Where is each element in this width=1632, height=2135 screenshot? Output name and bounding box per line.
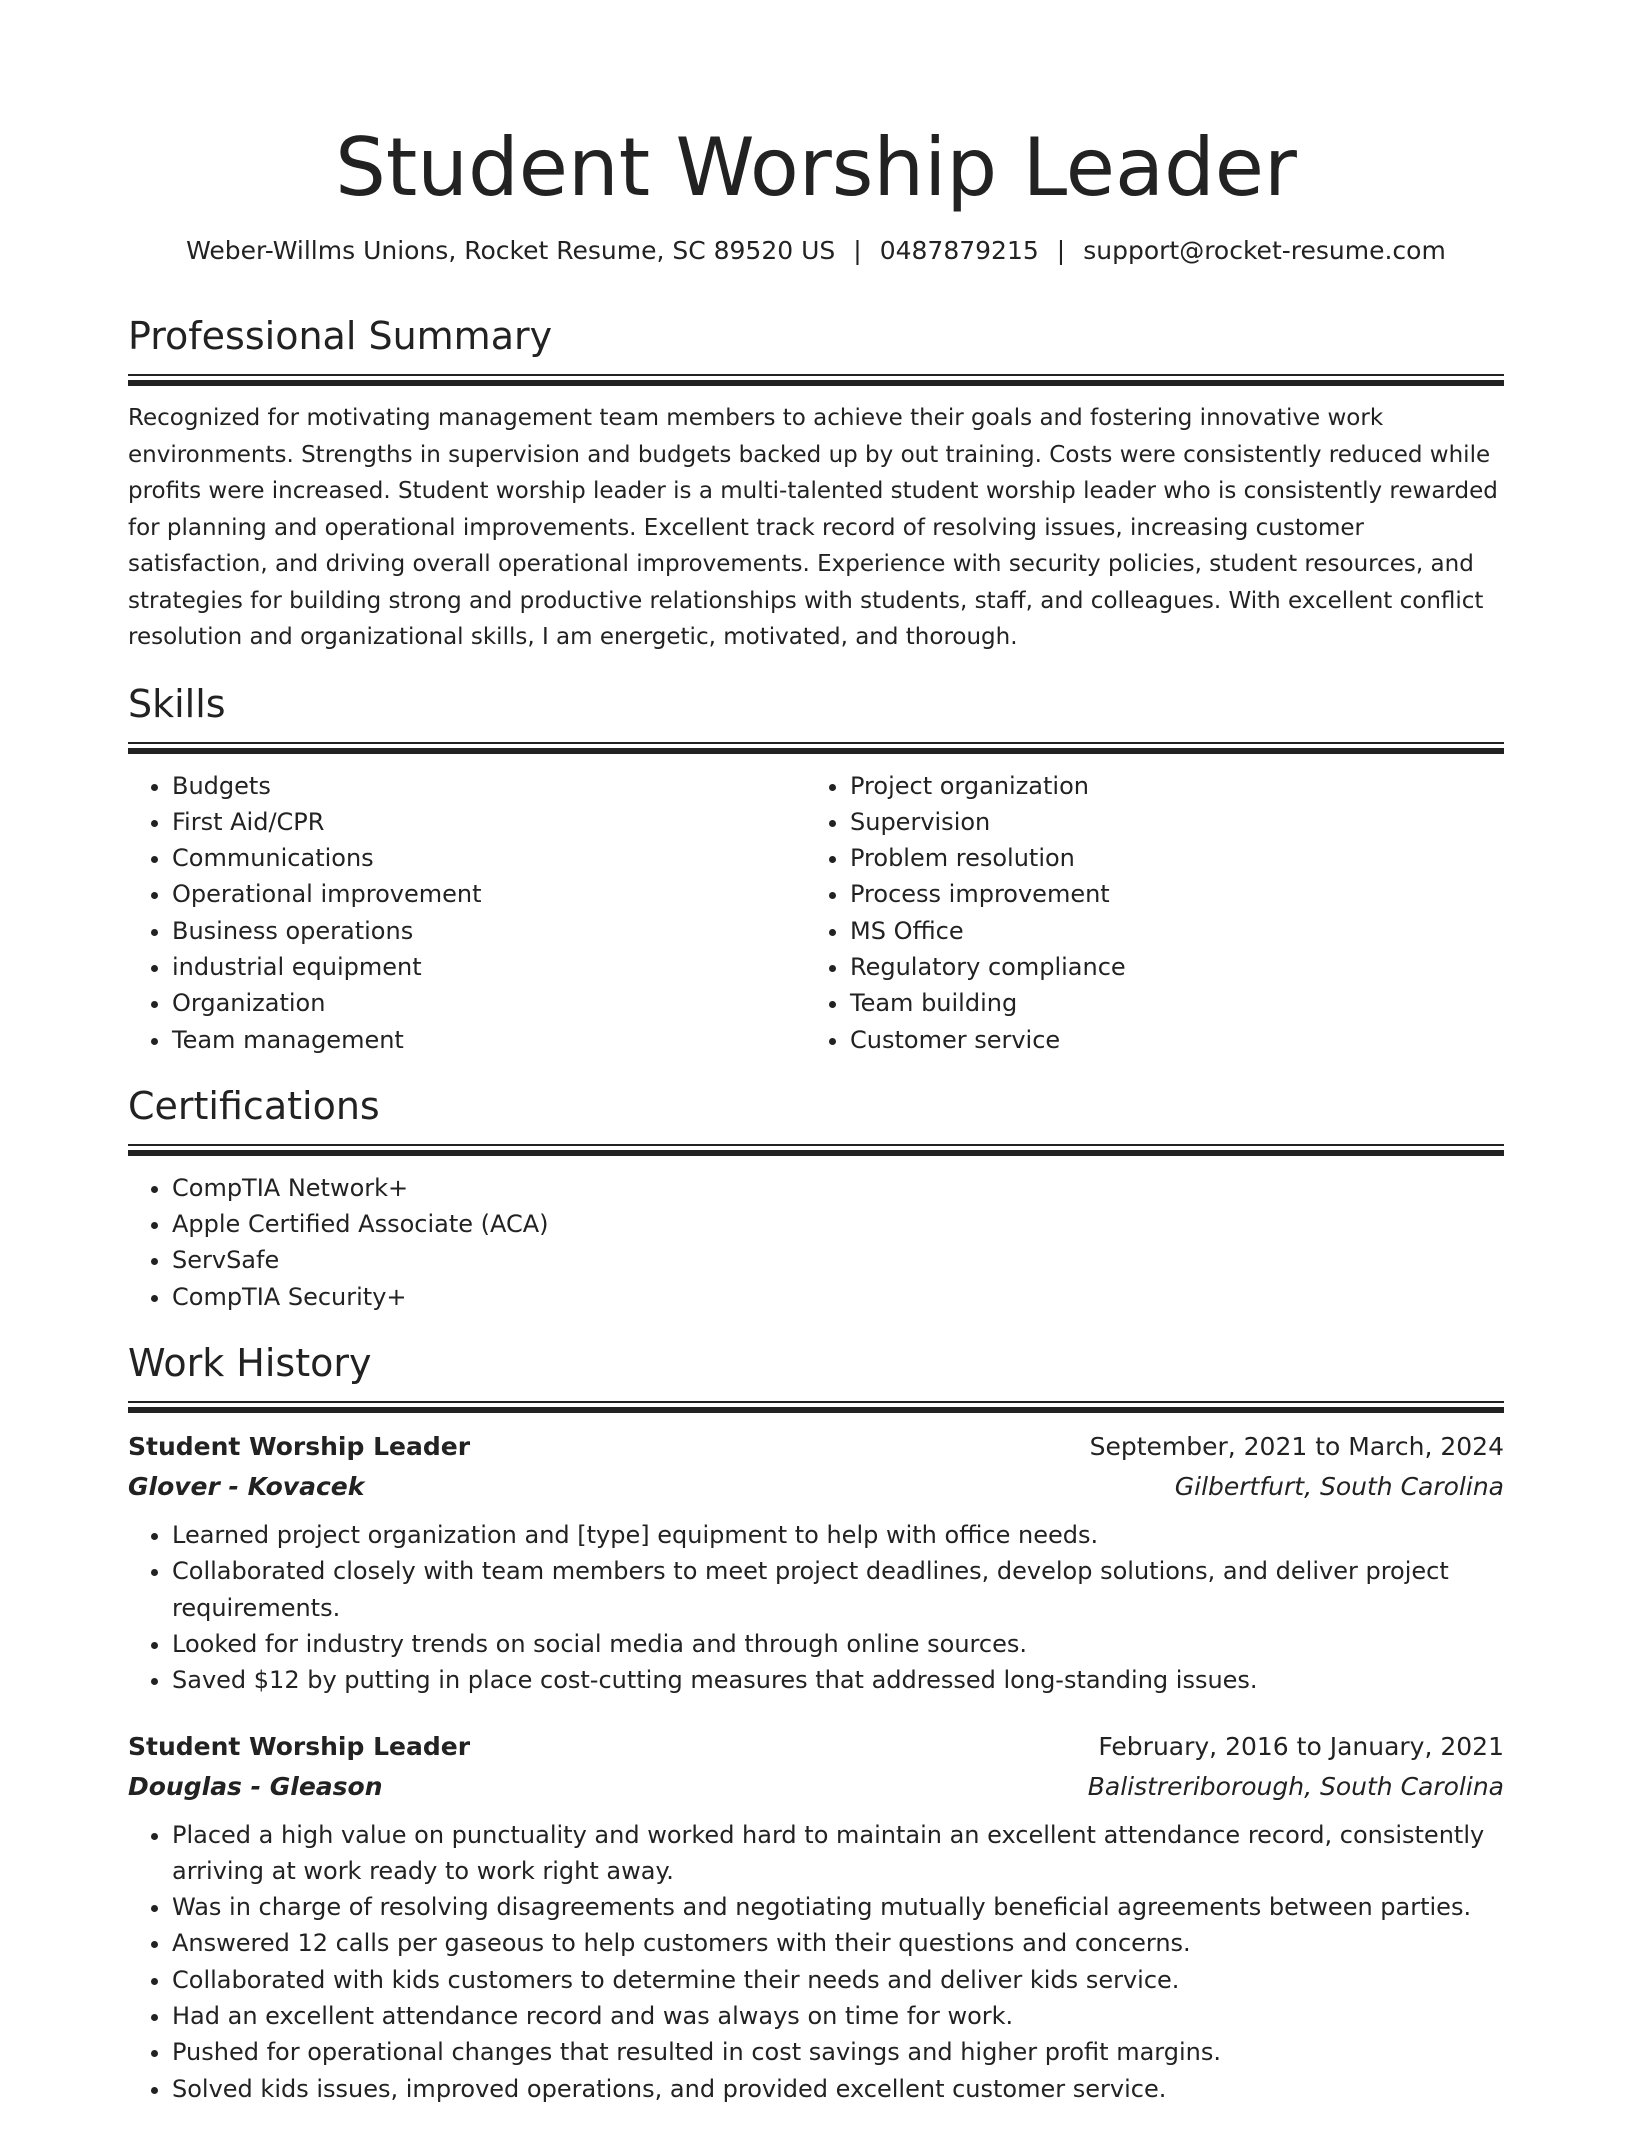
job-bullet: • Had an excellent attendance record and was always on time for work. (172, 1998, 1504, 2034)
contact-address: Weber-Willms Unions, Rocket Resume, SC 89520 US (186, 236, 836, 265)
certifications-list (128, 1170, 1504, 1315)
work-history-heading: Work History (128, 1341, 372, 1386)
certifications-section (128, 1082, 1504, 1315)
job-bullet: • Collaborated with kids customers to determine their needs and deliver kids service. (172, 1962, 1504, 1998)
skill-item: • Problem resolution (850, 840, 1484, 876)
job-company-row (128, 1467, 1504, 1507)
skill-item: • Regulatory compliance (850, 949, 1484, 985)
job-dates: February, 2016 to January, 2021 (1098, 1731, 1504, 1761)
summary-section (128, 312, 1504, 656)
job-bullet: • Collaborated closely with team members to meet project deadlines, develop solutions, and deliver project requirements. (172, 1553, 1504, 1626)
job-entry (128, 1727, 1504, 2107)
work-history-section (128, 1339, 1504, 2107)
job-header-row (128, 1727, 1504, 1767)
resume-page (128, 0, 1504, 2135)
job-bullet: • Saved $12 by putting in place cost-cutting measures that addressed long-standing issues. (172, 1662, 1504, 1698)
job-bullet: • Looked for industry trends on social media and through online sources. (172, 1626, 1504, 1662)
job-company: Douglas - Gleason (128, 1771, 383, 1801)
certification-item: • Apple Certified Associate (ACA) (172, 1206, 1504, 1242)
skill-item: • Team management (172, 1022, 806, 1058)
skill-item: • Supervision (850, 804, 1484, 840)
resume-name: Student Worship Leader (335, 121, 1297, 214)
contact-phone: 0487879215 (879, 236, 1039, 265)
job-header-row (128, 1427, 1504, 1467)
certifications-heading: Certifications (128, 1083, 380, 1128)
job-location: Gilbertfurt, South Carolina (1174, 1472, 1504, 1502)
skill-item: • Operational improvement (172, 876, 806, 912)
summary-text: Recognized for motivating management team members to achieve their goals and fostering innovative work environments. Strengths in supervision and budgets backed up by out training. Costs were consistently reduced while profits were increased. Student worship leader is a multi-talented student worship leader who is consistently rewarded for planning and operational improvements. Excellent track record of resolving issues, increasing customer satisfaction, and driving overall operational improvements. Experience with security policies, student resources, and strategies for building strong and productive relationships with students, staff, and colleagues. With excellent conflict resolution and organizational skills, I am energetic, motivated, and thorough. (128, 405, 1498, 650)
skills-list-left (128, 768, 806, 1058)
certification-item: • CompTIA Security+ (172, 1279, 1504, 1315)
job-bullet: • Was in charge of resolving disagreements and negotiating mutually beneficial agreements between parties. (172, 1889, 1504, 1925)
contact-email: support@rocket-resume.com (1083, 236, 1446, 265)
section-divider (128, 742, 1504, 754)
section-divider (128, 374, 1504, 386)
skills-columns (128, 768, 1504, 1058)
skill-item: • Project organization (850, 768, 1484, 804)
skill-item: • Communications (172, 840, 806, 876)
skill-item: • Customer service (850, 1022, 1484, 1058)
skill-item: • industrial equipment (172, 949, 806, 985)
job-bullet: • Solved kids issues, improved operations, and provided excellent customer service. (172, 2071, 1504, 2107)
job-company: Glover - Kovacek (128, 1472, 365, 1502)
job-title: Student Worship Leader (128, 1731, 471, 1761)
certification-item: • ServSafe (172, 1242, 1504, 1278)
job-bullet: • Pushed for operational changes that resulted in cost savings and higher profit margins. (172, 2034, 1504, 2070)
job-bullet: • Placed a high value on punctuality and worked hard to maintain an excellent attendance record, consistently arriving at work ready to work right away. (172, 1817, 1504, 1890)
skills-list-right (806, 768, 1484, 1058)
job-dates: September, 2021 to March, 2024 (1089, 1432, 1504, 1462)
section-divider (128, 1401, 1504, 1413)
section-divider (128, 1144, 1504, 1156)
skill-item: • Team building (850, 985, 1484, 1021)
job-bullets (128, 1517, 1504, 1698)
job-company-row (128, 1767, 1504, 1807)
skill-item: • Organization (172, 985, 806, 1021)
job-title: Student Worship Leader (128, 1432, 471, 1462)
contact-separator: | (853, 236, 862, 265)
job-bullets (128, 1817, 1504, 2107)
skill-item: • Business operations (172, 913, 806, 949)
job-location: Balistreriborough, South Carolina (1087, 1771, 1504, 1801)
contact-line (128, 234, 1504, 268)
job-entry (128, 1427, 1504, 1698)
contact-separator: | (1056, 236, 1066, 265)
job-bullet: • Answered 12 calls per gaseous to help customers with their questions and concerns. (172, 1925, 1504, 1961)
job-bullet: • Learned project organization and [type] equipment to help with office needs. (172, 1517, 1504, 1553)
skill-item: • Process improvement (850, 876, 1484, 912)
skill-item: • First Aid/CPR (172, 804, 806, 840)
summary-heading: Professional Summary (128, 314, 553, 358)
skill-item: • MS Office (850, 913, 1484, 949)
skills-heading: Skills (128, 681, 226, 726)
skill-item: • Budgets (172, 768, 806, 804)
skills-section (128, 680, 1504, 1058)
certification-item: • CompTIA Network+ (172, 1170, 1504, 1206)
